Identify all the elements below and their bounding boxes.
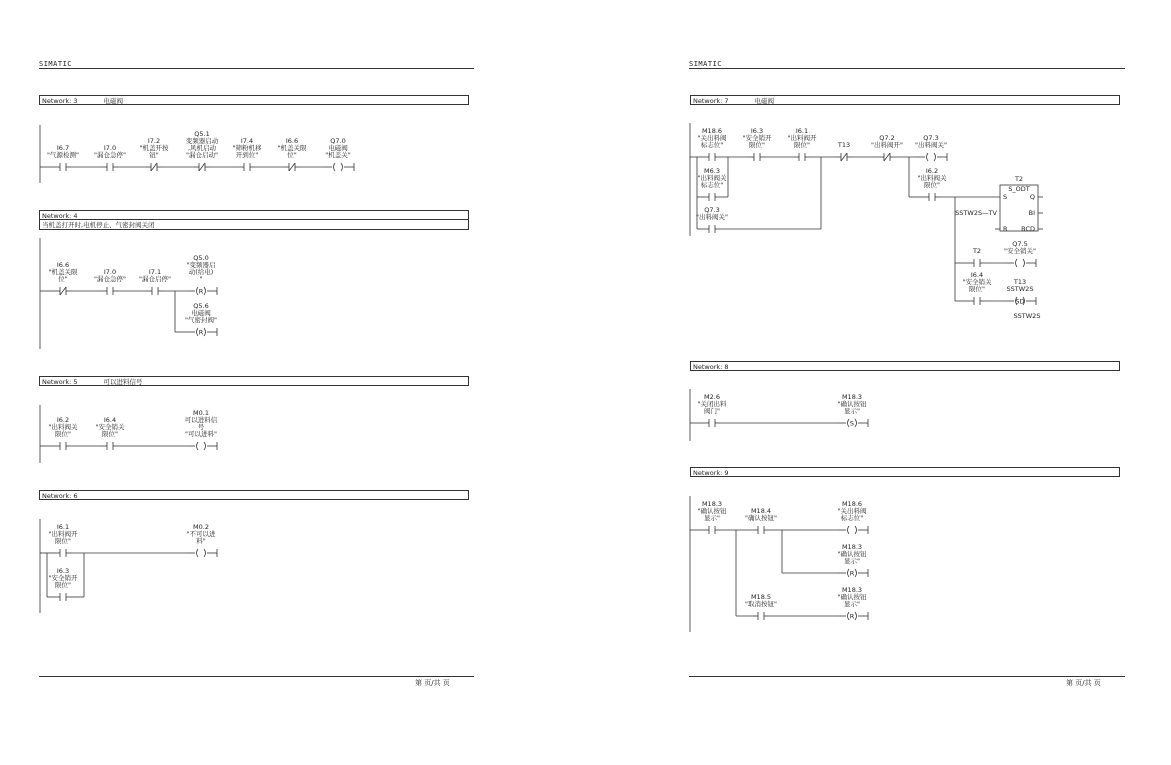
element-address: M2.6 xyxy=(704,393,720,401)
coil-type: S xyxy=(849,419,855,428)
element-address: Q5.0 xyxy=(193,254,209,262)
element-name: ,风机启动 xyxy=(187,144,217,152)
element-name: "出料阀开" xyxy=(871,141,903,149)
element-address: M18.6 xyxy=(701,127,723,135)
coil-right-arc xyxy=(855,569,857,577)
page-footer: 第 页/共 页 xyxy=(415,679,450,687)
coil-left-arc xyxy=(927,153,929,161)
element-name: 显示" xyxy=(704,514,720,522)
element-name: "机盖开按 xyxy=(139,144,169,152)
element-name: 限位" xyxy=(55,430,71,438)
element-name: "确认按钮 xyxy=(837,593,867,601)
element-name: "筛粉机移 xyxy=(232,144,262,152)
network-label: Network: 9 xyxy=(693,469,729,477)
page-header: SIMATIC xyxy=(689,60,723,68)
network-title: 可以进料信号 xyxy=(103,378,143,386)
network-label: Network: 5 xyxy=(42,378,78,386)
coil-right-arc xyxy=(204,549,206,557)
element-name: "不可以进 xyxy=(186,530,216,538)
timer-pin-bi: BI xyxy=(1028,209,1035,217)
element-address: Q7.2 xyxy=(879,134,895,142)
element-name: "可以进料" xyxy=(185,430,217,438)
nc-slash xyxy=(151,163,157,171)
element-name: SSTW2S xyxy=(1006,285,1034,293)
element-address: I6.3 xyxy=(56,567,70,575)
element-name: "关出料阀 xyxy=(697,134,727,142)
nc-slash xyxy=(884,153,890,161)
element-address: Q7.3 xyxy=(704,206,720,214)
coil-type: R xyxy=(198,328,204,337)
coil-right-arc xyxy=(341,163,343,171)
element-address: Q7.3 xyxy=(923,134,939,142)
network-label: Network: 4 xyxy=(42,212,78,220)
element-name: "关闭出料 xyxy=(697,400,727,408)
element-name: "确认按钮 xyxy=(837,550,867,558)
element-name: 电磁阀 xyxy=(328,144,348,152)
element-name: "机盖关限 xyxy=(48,268,78,276)
element-address: I6.4 xyxy=(970,271,984,279)
coil-right-arc xyxy=(204,442,206,450)
element-name: 钮" xyxy=(149,151,159,159)
timer-pin-bcd: BCD xyxy=(1021,225,1035,233)
element-address: Q7.0 xyxy=(330,137,346,145)
element-name: 限位" xyxy=(749,141,765,149)
element-name: 限位" xyxy=(102,430,118,438)
element-name: 阀门" xyxy=(704,407,720,415)
element-name: 限位" xyxy=(55,581,71,589)
coil-left-arc xyxy=(197,442,199,450)
element-address: Q5.6 xyxy=(193,302,209,310)
element-address: I6.2 xyxy=(56,416,70,424)
element-address: I6.1 xyxy=(56,523,70,531)
element-address: I7.2 xyxy=(147,137,161,145)
element-name: "漏仓启动" xyxy=(186,151,218,159)
element-address: I7.1 xyxy=(148,268,162,276)
element-name: 标志位" xyxy=(700,141,724,149)
coil-right-arc xyxy=(855,612,857,620)
coil-right-arc xyxy=(934,153,936,161)
element-address: M18.5 xyxy=(750,593,772,601)
element-name: "出料阀关 xyxy=(917,174,947,182)
network-title: 电磁阀 xyxy=(103,97,124,105)
element-name: "漏仓急停" xyxy=(94,275,126,283)
element-address: M6.3 xyxy=(704,167,720,175)
element-name: 限位" xyxy=(794,141,810,149)
timer-pin-r: R xyxy=(1003,225,1008,233)
element-name: 位" xyxy=(287,151,297,159)
coil-type: R xyxy=(849,612,855,621)
element-address: I7.0 xyxy=(103,144,117,152)
element-name: "安全销开 xyxy=(742,134,772,142)
element-name: 限位" xyxy=(55,537,71,545)
element-address: M18.3 xyxy=(841,586,863,594)
element-name: "气密封阀" xyxy=(185,316,217,324)
coil-type: SD xyxy=(1015,297,1025,306)
element-name: 变频器启动 xyxy=(185,137,219,145)
coil-right-arc xyxy=(1023,259,1025,267)
network-label: Network: 7 xyxy=(693,97,729,105)
timer-type: S_ODT xyxy=(1008,185,1030,193)
element-name: "安全销关 xyxy=(962,278,992,286)
element-name: "变频器启 xyxy=(186,261,216,269)
element-name: "漏仓启停" xyxy=(139,275,171,283)
page-header: SIMATIC xyxy=(39,60,73,68)
element-address: I6.6 xyxy=(56,261,70,269)
element-address: I6.6 xyxy=(285,137,299,145)
element-name: "安全销关" xyxy=(1004,247,1036,255)
timer-preset: SSTW2S xyxy=(1013,312,1041,320)
element-name: 可以进料信 xyxy=(184,416,218,424)
coil-right-arc xyxy=(855,419,857,427)
element-address: I6.7 xyxy=(56,144,70,152)
element-address: I7.0 xyxy=(103,268,117,276)
element-name: "出料阀关 xyxy=(48,423,78,431)
nc-slash xyxy=(289,163,295,171)
nc-slash xyxy=(841,153,847,161)
element-name: 标志位" xyxy=(840,514,864,522)
element-name: "安全销关 xyxy=(95,423,125,431)
nc-slash xyxy=(60,287,66,295)
element-name: 电磁阀 xyxy=(191,309,211,317)
coil-left-arc xyxy=(848,419,850,427)
coil-left-arc xyxy=(1016,259,1018,267)
element-name: "出料阀关 xyxy=(697,174,727,182)
element-name: 号 xyxy=(197,423,205,431)
element-name: "出料阀开 xyxy=(48,530,78,538)
element-name: 开到位" xyxy=(235,151,259,159)
coil-left-arc xyxy=(197,549,199,557)
element-address: M18.6 xyxy=(841,500,863,508)
element-name: "确认按钮 xyxy=(697,507,727,515)
element-name: "关出料阀 xyxy=(837,507,867,515)
timer-pin-tv: SSTW2S—TV xyxy=(955,209,997,217)
element-name: "确认按钮" xyxy=(745,514,777,522)
element-name: "取消按钮" xyxy=(745,600,777,608)
element-address: I6.1 xyxy=(795,127,809,135)
element-name: "漏仓急停" xyxy=(94,151,126,159)
element-name: 限位" xyxy=(924,181,940,189)
element-name: "安全销开 xyxy=(48,574,78,582)
element-name: "出料阀关" xyxy=(915,141,947,149)
element-address: T2 xyxy=(972,247,982,255)
element-name: 位" xyxy=(58,275,68,283)
element-name: 显示" xyxy=(844,557,860,565)
coil-type: R xyxy=(198,287,204,296)
page-footer: 第 页/共 页 xyxy=(1066,679,1101,687)
network-title: 电磁阀 xyxy=(754,97,775,105)
element-address: I6.3 xyxy=(750,127,764,135)
coil-type: R xyxy=(849,569,855,578)
element-name: "气源检测" xyxy=(47,151,79,159)
element-address: I6.4 xyxy=(103,416,117,424)
element-name: "出料阀开 xyxy=(787,134,817,142)
element-name: " xyxy=(199,275,203,283)
element-name: "出料阀关" xyxy=(696,213,728,221)
element-address: M18.3 xyxy=(841,543,863,551)
network-label: Network: 3 xyxy=(42,97,78,105)
element-address: M0.2 xyxy=(193,523,209,531)
element-address: M18.3 xyxy=(701,500,723,508)
element-address: I6.2 xyxy=(925,167,939,175)
element-name: 显示" xyxy=(844,600,860,608)
coil-right-arc xyxy=(204,287,206,295)
element-address: Q7.5 xyxy=(1012,240,1028,248)
timer-address: T2 xyxy=(1014,175,1024,183)
element-address: M18.3 xyxy=(841,393,863,401)
element-address: M18.4 xyxy=(750,507,772,515)
element-name: 显示" xyxy=(844,407,860,415)
element-name: 标志位" xyxy=(700,181,724,189)
element-address: M0.1 xyxy=(193,409,209,417)
element-address: T13 xyxy=(837,141,851,149)
element-address: T13 xyxy=(1013,278,1027,286)
network-label: Network: 6 xyxy=(42,492,78,500)
timer-pin-q: Q xyxy=(1029,193,1035,201)
element-name: "确认按钮 xyxy=(837,400,867,408)
coil-left-arc xyxy=(334,163,336,171)
element-name: 料" xyxy=(196,537,206,545)
element-name: "机盖关限 xyxy=(277,144,307,152)
network-label: Network: 8 xyxy=(693,363,729,371)
element-address: I7.4 xyxy=(240,137,254,145)
element-name: 限位" xyxy=(969,285,985,293)
timer-pin-s: S xyxy=(1003,193,1008,201)
element-name: 动(给电) xyxy=(188,268,214,276)
element-name: "机盖关" xyxy=(325,151,351,159)
coil-right-arc xyxy=(204,328,206,336)
coil-right-arc xyxy=(855,526,857,534)
element-address: Q5.1 xyxy=(194,130,210,138)
coil-left-arc xyxy=(848,526,850,534)
network-4-comment: 当机盖打开时,电机停止、气密封阀关闭 xyxy=(39,220,469,230)
nc-slash xyxy=(199,163,205,171)
